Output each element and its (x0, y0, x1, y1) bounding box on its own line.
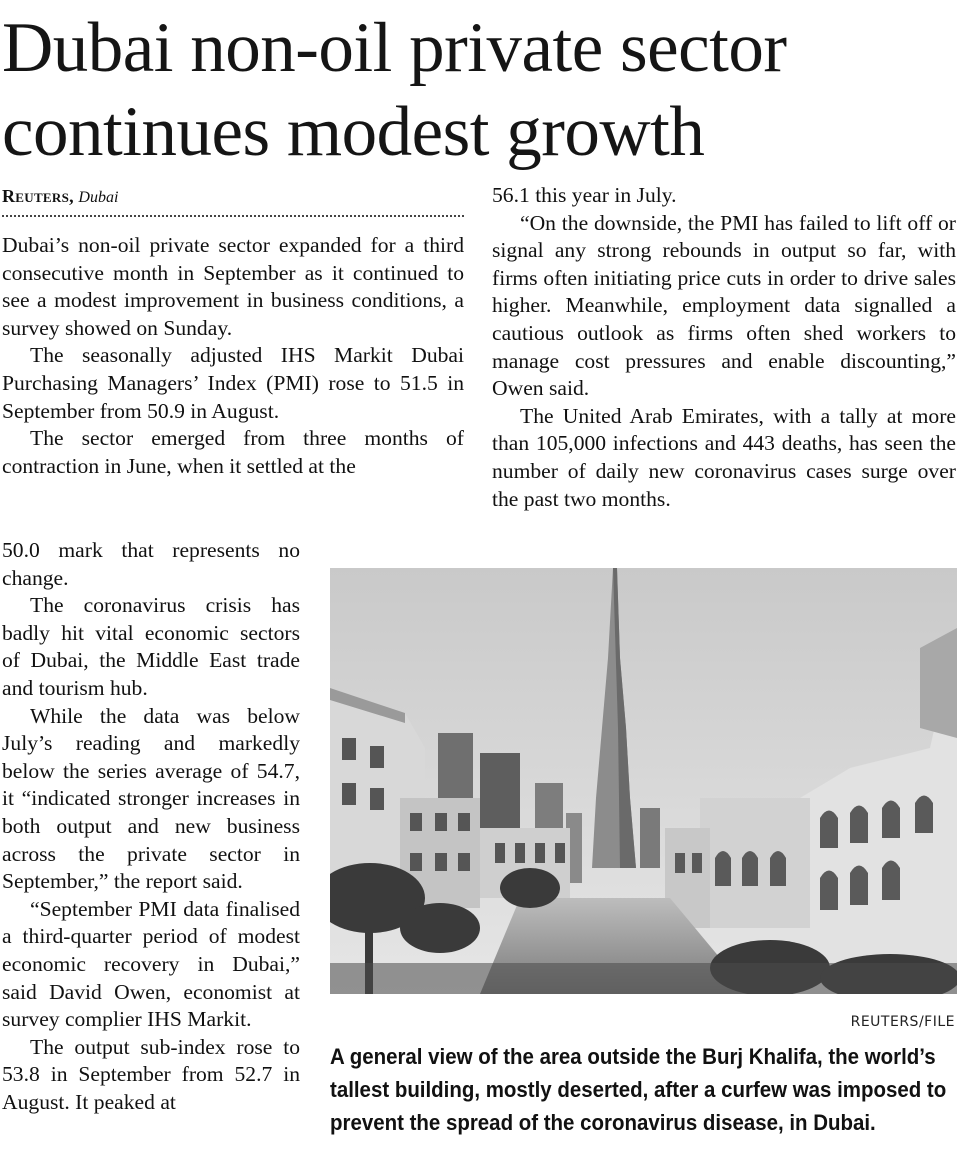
paragraph: “On the downside, the PMI has failed to lift off or signal any strong rebounds in output so far, with firms often initiating price cuts in order to drive sales higher. Meanwhile, employment data signalled a cautious outlook as firms often shed workers to manage cost pressures and enable discounting,” Owen said. (492, 210, 956, 401)
paragraph: The United Arab Emirates, with a tally at more than 105,000 infections and 443 deaths, has seen the number of daily new coronavirus cases surge over the past two months. (492, 403, 956, 511)
paragraph: The seasonally adjusted IHS Markit Dubai Purchasing Managers’ Index (PMI) rose to 51.5 in September from 50.9 in August. (2, 343, 464, 423)
paragraph: Dubai’s non-oil private sector expanded for a third consecutive month in September as it continued to see a modest improvement in business conditions, a survey showed on Sunday. (2, 233, 464, 340)
paragraph: 50.0 mark that represents no change. (2, 538, 300, 590)
paragraph: The output sub-index rose to 53.8 in September from 52.7 in August. It peaked at (2, 1034, 300, 1114)
paragraph: 56.1 this year in July. (492, 183, 677, 207)
burj-khalifa-photo (330, 568, 957, 994)
headline: Dubai non-oil private sector continues modest growth (2, 9, 787, 171)
right-column (492, 182, 956, 513)
left-column-narrow (2, 537, 300, 1116)
left-column-top (2, 232, 464, 480)
byline-divider (2, 215, 464, 217)
byline (2, 186, 464, 208)
photo-illustration (330, 568, 957, 994)
byline-agency: Reuters, (2, 186, 74, 206)
photo-credit: REUTERS/FILE (850, 1014, 955, 1030)
paragraph: While the data was below July’s reading and markedly below the series average of 54.7, it “indicated stronger increases in both output and new business across the private sector in September,” the report said. (2, 703, 300, 894)
photo-caption: A general view of the area outside the Burj Khalifa, the world’s tallest building, mostly deserted, after a curfew was imposed to prevent the spread of the coronavirus disease, in Dubai. (330, 1044, 947, 1135)
paragraph: The sector emerged from three months of contraction in June, when it settled at the (2, 426, 464, 478)
byline-place: Dubai (78, 189, 119, 206)
paragraph: “September PMI data finalised a third-quarter period of modest economic recovery in Dubai,” said David Owen, economist at survey complier IHS Markit. (2, 896, 300, 1032)
paragraph: The coronavirus crisis has badly hit vital economic sectors of Dubai, the Middle East trade and tourism hub. (2, 593, 300, 700)
